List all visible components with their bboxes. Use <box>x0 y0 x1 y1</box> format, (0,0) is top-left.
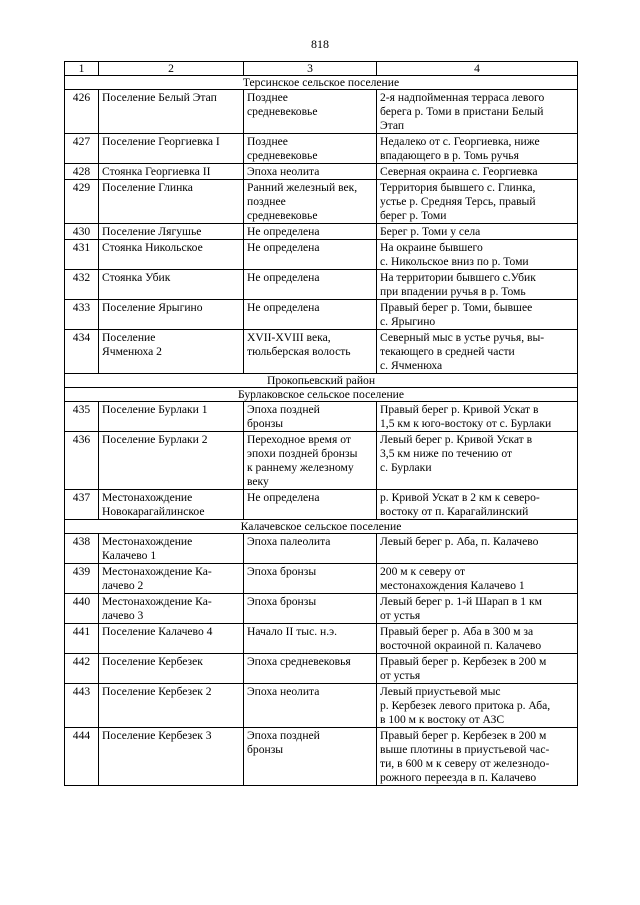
row-number: 440 <box>65 594 99 624</box>
location-description: Территория бывшего с. Глинка, устье р. Средняя Терсь, правый берег р. Томи <box>377 180 578 224</box>
dating-period: Не определена <box>244 224 377 240</box>
dating-period: Не определена <box>244 270 377 300</box>
location-description: Северная окраина с. Георгиевка <box>377 164 578 180</box>
table-row <box>65 684 578 728</box>
dating-period: XVII-XVIII века, тюльберская волость <box>244 330 377 374</box>
row-number: 431 <box>65 240 99 270</box>
section-header-row <box>65 76 578 90</box>
table-row <box>65 90 578 134</box>
monument-name: Поселение Ярыгино <box>99 300 244 330</box>
dating-period: Эпоха поздней бронзы <box>244 728 377 786</box>
table-row <box>65 224 578 240</box>
dating-period: Позднее средневековье <box>244 134 377 164</box>
location-description: На территории бывшего с.Убик при впадении ручья в р. Томь <box>377 270 578 300</box>
section-title: Прокопьевский район <box>65 374 578 388</box>
dating-period: Эпоха бронзы <box>244 594 377 624</box>
location-description: Правый берег р. Аба в 300 м за восточной окраиной п. Калачево <box>377 624 578 654</box>
dating-period: Переходное время от эпохи поздней бронзы к раннему железному веку <box>244 432 377 490</box>
row-number: 441 <box>65 624 99 654</box>
table-row <box>65 300 578 330</box>
table-row <box>65 564 578 594</box>
monument-name: Местонахождение Новокарагайлинское <box>99 490 244 520</box>
section-title: Калачевское сельское поселение <box>65 520 578 534</box>
row-number: 435 <box>65 402 99 432</box>
monument-name: Стоянка Убик <box>99 270 244 300</box>
dating-period: Не определена <box>244 300 377 330</box>
monument-name: Местонахождение Ка- лачево 2 <box>99 564 244 594</box>
row-number: 436 <box>65 432 99 490</box>
dating-period: Не определена <box>244 240 377 270</box>
monument-name: Поселение Глинка <box>99 180 244 224</box>
dating-period: Эпоха неолита <box>244 164 377 180</box>
table-row <box>65 180 578 224</box>
dating-period: Эпоха средневековья <box>244 654 377 684</box>
monument-name: Стоянка Георгиевка II <box>99 164 244 180</box>
dating-period: Эпоха палеолита <box>244 534 377 564</box>
row-number: 426 <box>65 90 99 134</box>
monument-name: Поселение Георгиевка I <box>99 134 244 164</box>
dating-period: Эпоха бронзы <box>244 564 377 594</box>
row-number: 427 <box>65 134 99 164</box>
column-number-2: 2 <box>99 62 244 76</box>
table-row <box>65 432 578 490</box>
row-number: 433 <box>65 300 99 330</box>
row-number: 442 <box>65 654 99 684</box>
row-number: 443 <box>65 684 99 728</box>
location-description: Правый берег р. Кривой Ускат в 1,5 км к юго-востоку от с. Бурлаки <box>377 402 578 432</box>
monument-name: Поселение Ячменюха 2 <box>99 330 244 374</box>
table-row <box>65 240 578 270</box>
dating-period: Эпоха неолита <box>244 684 377 728</box>
table-body <box>65 62 578 786</box>
column-number-3: 3 <box>244 62 377 76</box>
monument-name: Поселение Белый Этап <box>99 90 244 134</box>
location-description: Левый берег р. 1-й Шарап в 1 км от устья <box>377 594 578 624</box>
location-description: Левый берег р. Кривой Ускат в 3,5 км ниже по течению от с. Бурлаки <box>377 432 578 490</box>
page-number: 818 <box>311 37 329 51</box>
dating-period: Не определена <box>244 490 377 520</box>
row-number: 429 <box>65 180 99 224</box>
row-number: 428 <box>65 164 99 180</box>
row-number: 444 <box>65 728 99 786</box>
dating-period: Позднее средневековье <box>244 90 377 134</box>
monument-name: Стоянка Никольское <box>99 240 244 270</box>
row-number: 438 <box>65 534 99 564</box>
location-description: На окраине бывшего с. Никольское вниз по р. Томи <box>377 240 578 270</box>
location-description: Правый берег р. Кербезек в 200 м от устья <box>377 654 578 684</box>
section-header-row <box>65 520 578 534</box>
monument-name: Поселение Бурлаки 1 <box>99 402 244 432</box>
column-number-1: 1 <box>65 62 99 76</box>
monument-name: Местонахождение Ка- лачево 3 <box>99 594 244 624</box>
section-title: Терсинское сельское поселение <box>65 76 578 90</box>
location-description: Правый берег р. Кербезек в 200 м выше плотины в приустьевой час- ти, в 600 м к северу от железнодо- рожного переезда в п. Калачево <box>377 728 578 786</box>
row-number: 434 <box>65 330 99 374</box>
table-row <box>65 534 578 564</box>
row-number: 437 <box>65 490 99 520</box>
table-row <box>65 490 578 520</box>
table-row <box>65 330 578 374</box>
section-title: Бурлаковское сельское поселение <box>65 388 578 402</box>
table-row <box>65 728 578 786</box>
location-description: р. Кривой Ускат в 2 км к северо- востоку от п. Карагайлинский <box>377 490 578 520</box>
table-row <box>65 594 578 624</box>
table-row <box>65 654 578 684</box>
dating-period: Ранний железный век, позднее средневековье <box>244 180 377 224</box>
column-number-row <box>65 62 578 76</box>
table-row <box>65 164 578 180</box>
monument-name: Поселение Кербезек <box>99 654 244 684</box>
column-number-4: 4 <box>377 62 578 76</box>
monument-name: Поселение Бурлаки 2 <box>99 432 244 490</box>
location-description: 2-я надпойменная терраса левого берега р. Томи в пристани Белый Этап <box>377 90 578 134</box>
location-description: Левый берег р. Аба, п. Калачево <box>377 534 578 564</box>
row-number: 439 <box>65 564 99 594</box>
location-description: Правый берег р. Томи, бывшее с. Ярыгино <box>377 300 578 330</box>
monument-name: Поселение Лягушье <box>99 224 244 240</box>
location-description: 200 м к северу от местонахождения Калачево 1 <box>377 564 578 594</box>
table-row <box>65 270 578 300</box>
table-row <box>65 402 578 432</box>
row-number: 432 <box>65 270 99 300</box>
row-number: 430 <box>65 224 99 240</box>
location-description: Левый приустьевой мыс р. Кербезек левого притока р. Аба, в 100 м к востоку от АЗС <box>377 684 578 728</box>
monument-name: Местонахождение Калачево 1 <box>99 534 244 564</box>
section-header-row <box>65 388 578 402</box>
table-row <box>65 624 578 654</box>
location-description: Недалеко от с. Георгиевка, ниже впадающего в р. Томь ручья <box>377 134 578 164</box>
monument-name: Поселение Кербезек 2 <box>99 684 244 728</box>
monuments-table <box>64 61 578 786</box>
section-header-row <box>65 374 578 388</box>
table-row <box>65 134 578 164</box>
location-description: Северный мыс в устье ручья, вы- текающего в средней части с. Ячменюха <box>377 330 578 374</box>
dating-period: Эпоха поздней бронзы <box>244 402 377 432</box>
monument-name: Поселение Кербезек 3 <box>99 728 244 786</box>
dating-period: Начало II тыс. н.э. <box>244 624 377 654</box>
monument-name: Поселение Калачево 4 <box>99 624 244 654</box>
location-description: Берег р. Томи у села <box>377 224 578 240</box>
